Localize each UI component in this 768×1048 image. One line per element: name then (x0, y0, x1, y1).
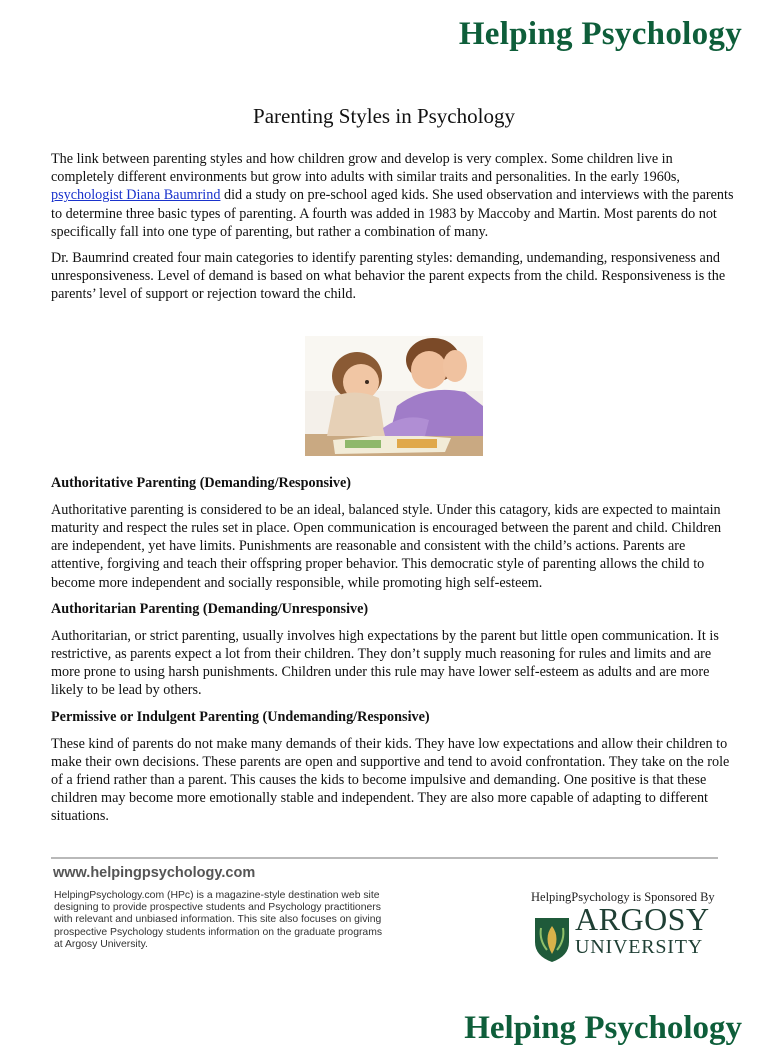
sponsor-name: ARGOSY (575, 901, 710, 937)
section-heading-authoritarian: Authoritarian Parenting (Demanding/Unresponsive) (51, 600, 369, 617)
section-body-authoritative: Authoritative parenting is considered to be an ideal, balanced style. Under this catagory, kids are expected to maintain maturity and respect the rules set in place. Open communication is encouraged between the parent and child. Children are independent, yet have limits. Punishments are reasonable and consistent with the child’s actions. Parents are attentive, forgiving and teach their offspring proper behavior. This democratic style of parenting allows the child to become more independent and socially responsible, while promoting high self-esteem. (51, 501, 722, 591)
sponsor-subtitle: UNIVERSITY (575, 936, 703, 958)
article-body (51, 150, 737, 834)
intro-paragraph (51, 150, 737, 241)
section-heading-authoritative: Authoritative Parenting (Demanding/Responsive) (51, 474, 352, 491)
footer-divider (51, 857, 718, 859)
section-heading-permissive: Permissive or Indulgent Parenting (Undemanding/Responsive) (51, 708, 430, 725)
next-page-brand-title: Helping Psychology (464, 1010, 742, 1046)
site-brand-title: Helping Psychology (458, 16, 742, 52)
categories-paragraph: Dr. Baumrind created four main categories to identify parenting styles: demanding, undemanding, responsiveness and unresponsiveness. Level of demand is based on what behavior the parent expects from the child. Responsiveness is the parents’ level of support or rejection toward the child. (51, 250, 726, 303)
mother-child-reading-photo (305, 336, 483, 456)
intro-text-before-link: The link between parenting styles and how children grow and develop is very complex. Some children live in completely different environments but grow into adults with similar traits and personalities. In the early 1960s, (51, 151, 680, 186)
footer-site-url[interactable]: www.helpingpsychology.com (53, 865, 256, 881)
page-title: Parenting Styles in Psychology (253, 104, 515, 128)
section-body-permissive: These kind of parents do not make many demands of their kids. They have low expectations and allow their children to make their own decisions. These parents are open and supportive and tend to avoid confrontation. They take on the role of a friend rather than a parent. This causes the kids to become impulsive and demanding. One positive is that these children may become more emotionally stable and independent. They are also more capable of adapting to different situations. (51, 735, 730, 825)
sponsor-label: HelpingPsychology is Sponsored By (531, 890, 715, 904)
footer-site-description: HelpingPsychology.com (HPc) is a magazine-style destination web site designing to provide prospective students and Psychology practitioners with relevant and unbiased information. This site also focuses on giving prospective Psychology students information on the graduate programs at Argosy University. (54, 890, 383, 950)
section-body-authoritarian: Authoritarian, or strict parenting, usually involves high expectations by the parent but little open communication. It is restrictive, as parents expect a lot from their children. They don’t supply much reasoning for rules and limits and are more prone to using harsh punishments. Children under this rule may have lower self-esteem as adults and are more likely to be lead by others. (51, 627, 719, 699)
intro-text-after-link: did a study on pre-school aged kids. She used observation and interviews with the parents to determine three basic types of parenting. A fourth was added in 1983 by Maccoby and Martin. Most parents do not specifically fall into one type of parenting, but rather a combination of many. (51, 187, 734, 240)
baumrind-link[interactable]: psychologist Diana Baumrind (51, 187, 221, 204)
photo-container (51, 336, 737, 461)
